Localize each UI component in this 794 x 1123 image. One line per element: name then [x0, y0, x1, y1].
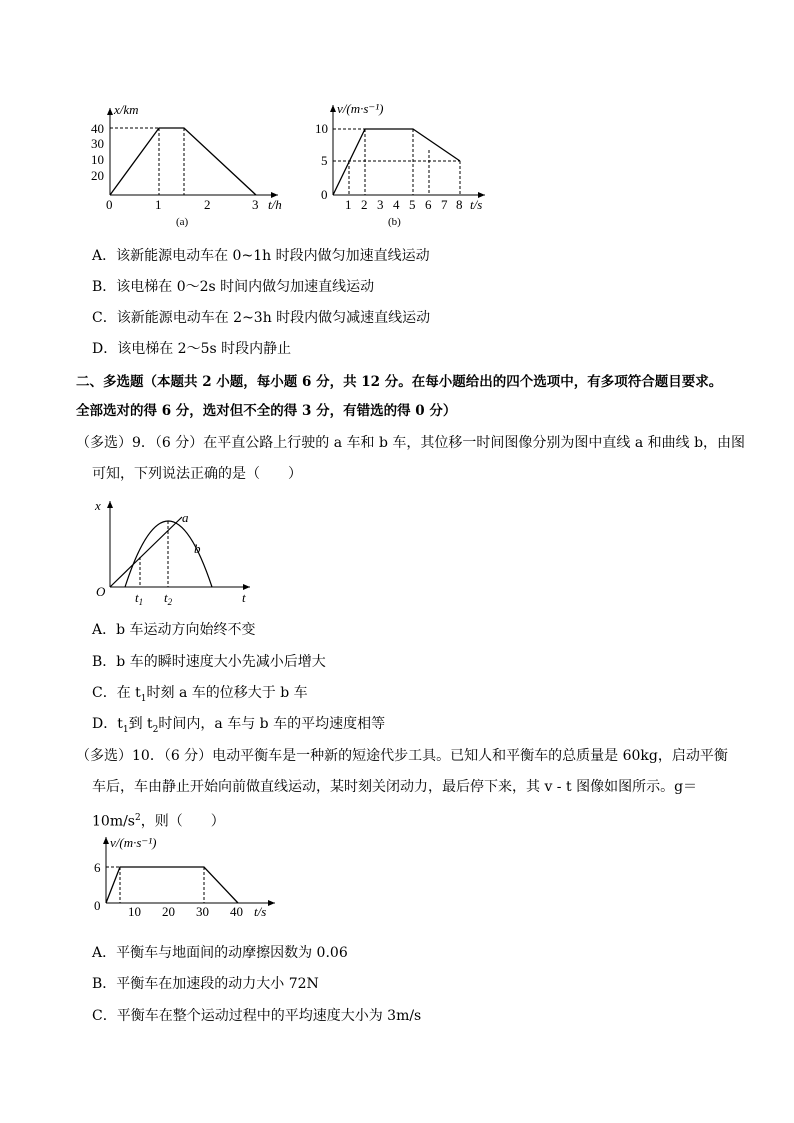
q9-t1: $t_1$	[135, 590, 144, 607]
figure-a	[88, 100, 288, 230]
fig-a-y-tick-40: 40	[91, 121, 104, 136]
q9-label-a: a	[182, 510, 189, 525]
fig-a-y-tick-10: 10	[91, 152, 104, 167]
fig-b-x-tick-7: 7	[441, 197, 448, 212]
fig-a-x-tick-0: 0	[106, 197, 113, 212]
q10-x-label: t/s	[254, 904, 267, 919]
section2-heading-line1: 二、多选题（本题共 2 小题，每小题 6 分，共 12 分。在每小题给出的四个选项中，有多项符合题目要求。	[76, 374, 723, 390]
q10-x-tick-10: 10	[128, 904, 141, 919]
fig-b-y-tick-0: 0	[321, 187, 328, 202]
fig-b-x-label: t/s	[470, 197, 483, 212]
fig-b-x-tick-4: 4	[393, 197, 400, 212]
fig-a-y-tick-30: 30	[91, 136, 104, 151]
q9-stem-line2: 可知，下列说法正确的是（ ）	[92, 466, 302, 482]
fig-a-x-tick-2: 2	[204, 197, 211, 212]
q10-figure	[92, 834, 292, 924]
q10-stem-line2: 车后，车由静止开始向前做直线运动，某时刻关闭动力，最后停下来，其 v - t 图像如图所示。g＝	[92, 779, 698, 795]
q10-option-c: C．平衡车在整个运动过程中的平均速度大小为 3m/s	[92, 1008, 422, 1024]
fig-b-x-tick-1: 1	[345, 197, 352, 212]
fig-a-y-label: x/km	[114, 102, 139, 117]
fig-b-caption: (b)	[388, 216, 401, 228]
q10-stem-line3: $10m/s^2$，则（ ）	[92, 813, 225, 830]
q9-y-label: x	[95, 498, 101, 513]
q9-t2: $t_2$	[164, 590, 173, 607]
q9-stem-line1: （多选）9．（6 分）在平直公路上行驶的 a 车和 b 车，其位移一时间图像分别为图中直线 a 和曲线 b，由图	[76, 435, 746, 451]
q10-y-tick-0: 0	[94, 898, 101, 913]
q9-option-b: B．b 车的瞬时速度大小先减小后增大	[92, 654, 326, 670]
q10-line	[106, 867, 238, 903]
q8-option-d: D．该电梯在 2～5s 时段内静止	[92, 341, 292, 357]
fig-b-y-label: v/(m·s⁻¹)	[337, 101, 384, 116]
q8-option-b: B．该电梯在 0～2s 时间内做匀加速直线运动	[92, 279, 375, 295]
q10-y-label: v/(m·s⁻¹)	[110, 835, 157, 850]
q9-figure	[92, 495, 262, 610]
q10-x-tick-40: 40	[230, 904, 243, 919]
fig-b-y-tick-5: 5	[321, 153, 328, 168]
fig-b-line	[333, 129, 460, 195]
q10-option-b: B．平衡车在加速段的动力大小 72N	[92, 976, 319, 992]
q9-x-label: t	[242, 590, 246, 605]
q10-y-tick-6: 6	[94, 860, 101, 875]
fig-b-x-tick-2: 2	[361, 197, 368, 212]
q10-stem-line1: （多选）10．（6 分）电动平衡车是一种新的短途代步工具。已知人和平衡车的总质量是 60kg，启动平衡	[76, 748, 728, 764]
q10-option-a: A．平衡车与地面间的动摩擦因数为 0.06	[92, 945, 348, 961]
q10-x-tick-20: 20	[162, 904, 175, 919]
fig-a-x-tick-3: 3	[252, 197, 259, 212]
fig-b-x-tick-6: 6	[425, 197, 432, 212]
q8-option-a: A．该新能源电动车在 0~1h 时段内做匀加速直线运动	[92, 248, 430, 264]
fig-a-line	[110, 128, 256, 195]
fig-a-x-tick-1: 1	[155, 197, 162, 212]
q9-option-d: D．$t_1$到 $t_2$时间内，a 车与 b 车的平均速度相等	[92, 716, 386, 735]
fig-b-x-tick-3: 3	[377, 197, 384, 212]
fig-b-y-tick-10: 10	[315, 121, 328, 136]
q9-label-b: b	[194, 541, 201, 556]
fig-b-x-tick-5: 5	[409, 197, 416, 212]
q9-option-c: C．在 $t_1$时刻 a 车的位移大于 b 车	[92, 685, 308, 704]
q10-x-tick-30: 30	[196, 904, 209, 919]
q8-option-c: C．该新能源电动车在 2~3h 时段内做匀减速直线运动	[92, 310, 431, 326]
figure-b	[313, 100, 513, 230]
q9-option-a: A．b 车运动方向始终不变	[92, 622, 256, 638]
q9-line-a	[110, 517, 182, 587]
fig-a-caption: (a)	[176, 216, 189, 228]
section2-heading-line2: 全部选对的得 6 分，选对但不全的得 3 分，有错选的得 0 分）	[76, 403, 457, 419]
q9-origin: O	[96, 584, 106, 599]
fig-a-x-label: t/h	[268, 197, 282, 212]
fig-a-y-tick-20: 20	[91, 168, 104, 183]
fig-b-x-tick-8: 8	[456, 197, 463, 212]
